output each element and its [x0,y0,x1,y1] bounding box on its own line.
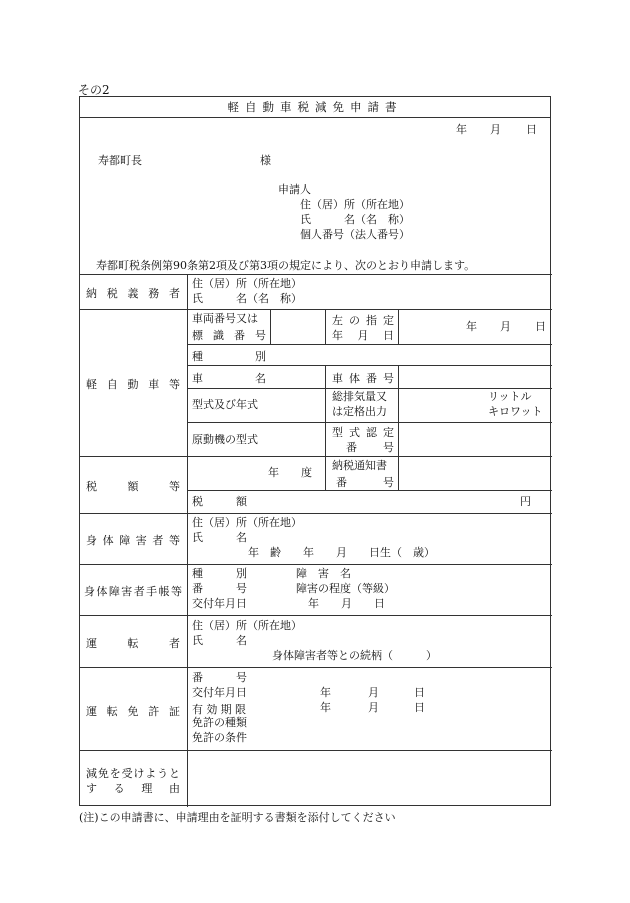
disability-name: 障 害 名 [296,567,351,580]
label-driver: 運転者 [86,637,180,650]
kilowatt-unit: キロワット [488,405,543,418]
license-validity: 有効期限 [192,703,246,716]
tax-notice-label-1: 納税通知書 [332,459,387,472]
designated-year: 年 [466,320,477,333]
displacement-label-1: 総排気量又 [332,390,387,403]
disabled-name: 氏 名 [192,531,247,544]
disability-degree: 障害の程度（等級） [296,582,395,595]
driver-address: 住（居）所（所在地） [192,619,302,632]
label-disabled: 身体障害者等 [86,534,180,547]
designated-month: 月 [500,320,511,333]
license-kind: 免許の種類 [192,716,247,729]
engine-model-label: 原動機の型式 [192,433,258,446]
applicant-name: 氏 名（名 称） [300,213,410,226]
license-number: 番 号 [192,671,247,684]
license-validity-month: 月 [368,701,379,714]
taxpayer-name: 氏 名（名 称） [192,292,302,305]
model-year-label: 型式及び年式 [192,398,258,411]
license-validity-year: 年 [320,701,331,714]
liter-unit: リットル [488,390,532,403]
applicant-number: 個人番号（法人番号） [300,228,410,241]
addressee: 寿都町長 [98,154,142,167]
date-day: 日 [526,123,537,136]
driver-name: 氏 名 [192,634,247,647]
label-handbook: 身体障害者手帳等 [84,585,182,598]
tax-notice-label-2: 番号 [336,476,394,489]
label-vehicle: 軽自動車等 [86,378,180,391]
type-cert-label-1: 型式認定 [332,426,394,439]
kind-label: 種別 [192,350,266,363]
label-tax: 税額等 [86,480,180,493]
fiscal-year: 年 度 [268,466,312,479]
designated-date-label-2: 年月日 [332,329,394,342]
application-form [79,96,551,806]
driver-relation: 身体障害者等との続柄（ ） [272,649,437,662]
license-issued: 交付年月日 [192,686,247,699]
plate-label-1: 車両番号又は [192,312,258,325]
license-issued-day: 日 [414,686,425,699]
designated-day: 日 [535,320,546,333]
plate-label-2: 標識番号 [192,329,266,342]
handbook-issued-date: 年 月 日 [308,597,385,610]
type-cert-label-2: 番号 [346,441,394,454]
displacement-label-2: は定格出力 [332,405,387,418]
applicant-heading: 申請人 [278,183,311,196]
tax-amount-label: 税 額 [192,495,247,508]
label-reason-1: 減免を受けようと [86,767,180,780]
handbook-issued-label: 交付年月日 [192,597,247,610]
label-reason-2: する理由 [86,782,180,795]
statement: 寿都町税条例第90条第2項及び第3項の規定により、次のとおり申請します。 [96,259,476,272]
applicant-address: 住（居）所（所在地） [300,198,410,211]
form-title: 軽自動車税減免申請書 [80,97,550,118]
label-license: 運転免許証 [86,705,180,718]
make-label: 車名 [192,372,266,385]
honorific: 様 [260,154,271,167]
license-issued-year: 年 [320,686,331,699]
date-year: 年 [456,123,467,136]
date-month: 月 [490,123,501,136]
disabled-address: 住（居）所（所在地） [192,516,302,529]
license-validity-day: 日 [414,701,425,714]
disabled-birthdate: 年 齢 年 月 日生（ 歳） [248,546,435,559]
designated-date-label-1: 左の指定 [332,314,394,327]
license-issued-month: 月 [368,686,379,699]
license-conditions: 免許の条件 [192,731,247,744]
footnote: (注)この申請書に、申請理由を証明する書類を添付してください [79,811,396,824]
page-label: その2 [78,83,110,97]
label-taxpayer: 納税義務者 [86,287,180,300]
body-number-label: 車体番号 [332,372,394,385]
handbook-number: 番 号 [192,582,247,595]
yen-unit: 円 [520,495,531,508]
taxpayer-address: 住（居）所（所在地） [192,277,302,290]
handbook-kind: 種 別 [192,567,247,580]
